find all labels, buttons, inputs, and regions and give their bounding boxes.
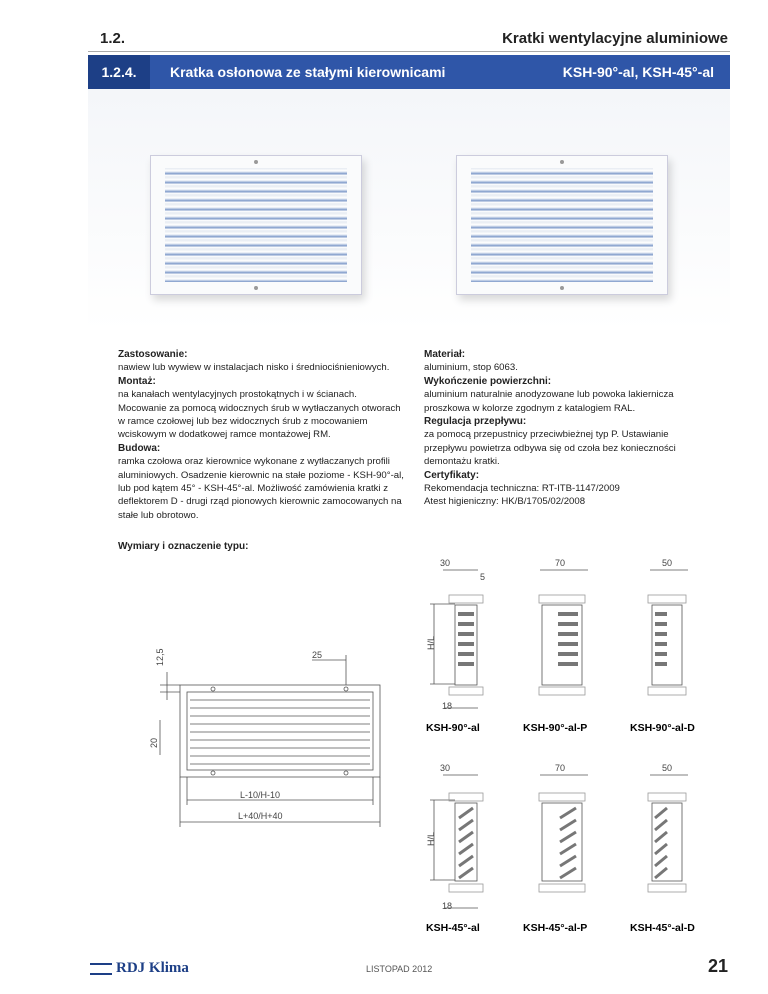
code-ksh-90-al-d: KSH-90°-al-D [630,722,695,734]
construction-heading: Budowa: [118,442,161,454]
louvers-row-1 [458,612,667,666]
section-row-2 [430,775,688,908]
product-codes: KSH-90°-al, KSH-45°-al [562,64,714,80]
cert-text: Rekomendacja techniczna: RT-ITB-1147/2009 Atest higieniczny: HK/B/1705/02/2008 [424,483,620,508]
dim-30-row2: 30 [440,763,451,773]
code-ksh-90-al-p: KSH-90°-al-P [523,722,588,734]
dim-hl-row1: H/L [426,635,436,650]
dim-5: 5 [480,572,486,582]
material-text: aluminium, stop 6063. [424,362,518,374]
code-ksh-45-al-p: KSH-45°-al-P [523,922,588,934]
dim-outer: L+40/H+40 [238,811,283,821]
dim-inner: L-10/H-10 [240,790,281,800]
section-row-1 [430,570,688,708]
usage-heading: Zastosowanie: [118,349,188,360]
dim-hl-row2: H/L [426,831,436,846]
front-view [160,655,380,827]
finish-heading: Wykończenie powierzchni: [424,375,552,387]
flow-heading: Regulacja przepływu: [424,416,527,428]
code-ksh-90-al: KSH-90°-al [426,722,480,734]
dimensions-title: Wymiary i oznaczenie typu: [118,541,249,552]
dim-20: 20 [149,737,159,748]
flow-text: za pomocą przepustnicy przeciwbieżnej typ P. Ustawianie przepływu powietrza odbywa się od czoła bez konieczności demontażu kratki. [424,429,676,468]
dim-25: 25 [312,650,323,660]
finish-text: aluminium naturalnie anodyzowane lub powoka lakiernicza proszkowa w kolorze zgodnym z katalogiem RAL. [424,389,674,414]
code-ksh-45-al: KSH-45°-al [426,922,480,934]
dim-12-5: 12,5 [155,648,165,666]
dim-50-row1: 50 [662,558,673,568]
dim-18-row1: 18 [442,701,453,711]
section-title: Kratki wentylacyjne aluminiowe [502,30,728,47]
mounting-text: na kanałach wentylacyjnych prostokątnych i w ścianach. Mocowanie za pomocą widocznych śrub w wytłaczanych otworach w ramce czołowej lub bez widocznych śrub z mocowaniem wciskowym w dodatkowej ramce montażowej RM. [118,389,401,441]
footer-date: LISTOPAD 2012 [366,964,433,974]
code-ksh-45-al-d: KSH-45°-al-D [630,922,695,934]
dim-70-row2: 70 [555,763,566,773]
dim-30-row1: 30 [440,558,451,568]
subsection-number: 1.2.4. [88,55,150,89]
logo-icon [90,963,112,975]
louvers-row-2 [459,808,667,878]
usage-text: nawiew lub wywiew w instalacjach nisko i średniociśnieniowych. [118,362,390,374]
subsection-title: Kratka osłonowa ze stałymi kierownicami [170,64,446,80]
mounting-heading: Montaż: [118,375,156,387]
dim-18-row2: 18 [442,901,453,911]
logo-text: RDJ Klima [116,960,189,976]
section-number: 1.2. [100,30,126,47]
page-number: 21 [707,956,728,976]
dim-50-row2: 50 [662,763,673,773]
construction-text: ramka czołowa oraz kierownice wykonane z wytłaczanych profili aluminiowych. Osadzenie kierownic na stałe poziome - KSH-90°-al, lub pod kątem 45° - KSH-45°-al. Możliwość zamówienia kratki z deflektorem D - drugi rząd pionowych kierownic zamocowanych na stałe lub obrotowo. [118,456,404,521]
material-heading: Materiał: [424,349,466,360]
dim-70-row1: 70 [555,558,566,568]
cert-heading: Certyfikaty: [424,469,480,481]
company-logo [90,960,189,977]
